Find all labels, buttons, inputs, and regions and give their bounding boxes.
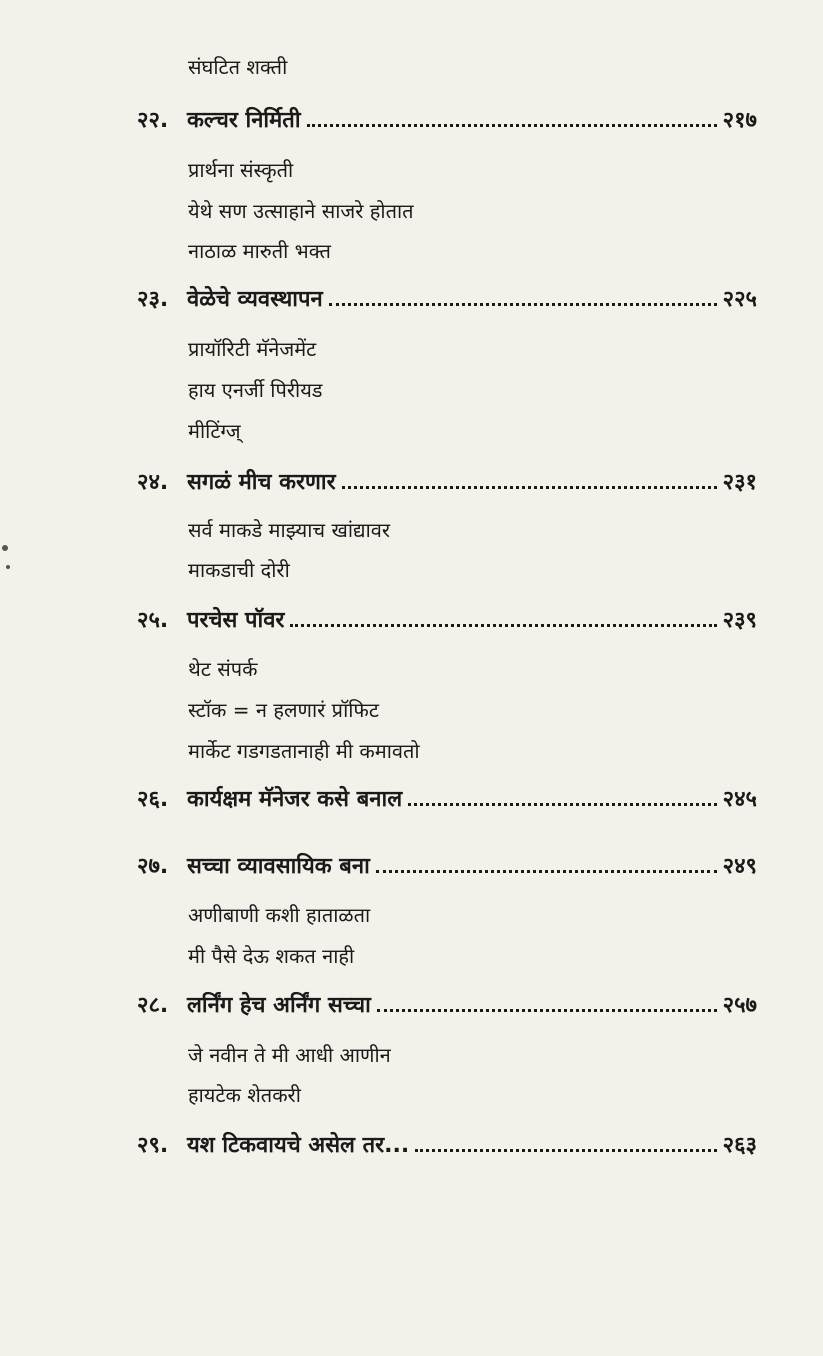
- chapter-title: वेळेचे व्यवस्थापन: [187, 287, 323, 312]
- chapter-number: २६.: [137, 787, 169, 812]
- toc-chapter-24: [137, 468, 757, 498]
- chapter-page-number: २६३: [722, 1133, 757, 1158]
- chapter-page-number: २५७: [722, 993, 757, 1018]
- toc-chapter-22: [137, 106, 757, 136]
- toc-subtopic: संघटित शक्ती: [188, 55, 288, 79]
- chapter-number: २३.: [137, 287, 169, 312]
- toc-subtopic: मीटिंग्ज्: [188, 419, 241, 443]
- dot-leader: [342, 486, 717, 489]
- chapter-page-number: २४५: [722, 787, 757, 812]
- chapter-number: २५.: [137, 608, 169, 633]
- toc-subtopic: सर्व माकडे माझ्याच खांद्यावर: [188, 518, 391, 542]
- chapter-page-number: २३१: [722, 470, 757, 495]
- dot-leader: [377, 1009, 717, 1012]
- chapter-title: परचेस पॉवर: [187, 608, 285, 633]
- chapter-page-number: २१७: [722, 108, 757, 133]
- toc-chapter-29: [137, 1131, 757, 1161]
- toc-chapter-27: [137, 852, 757, 882]
- dot-leader: [408, 803, 717, 806]
- dot-leader: [329, 303, 717, 306]
- chapter-number: २९.: [137, 1133, 169, 1158]
- toc-chapter-23: [137, 285, 757, 315]
- page-blemish: [6, 565, 10, 569]
- chapter-title: सगळं मीच करणार: [187, 470, 336, 495]
- dot-leader: [307, 124, 717, 127]
- chapter-number: २२.: [137, 108, 169, 133]
- dot-leader: [415, 1149, 716, 1152]
- toc-subtopic: स्टॉक = न हलणारं प्रॉफिट: [188, 698, 379, 722]
- toc-subtopic: प्रायॉरिटी मॅनेजमेंट: [188, 337, 317, 361]
- chapter-number: २८.: [137, 993, 169, 1018]
- toc-subtopic: थेट संपर्क: [188, 657, 258, 681]
- chapter-page-number: २२५: [722, 287, 757, 312]
- toc-subtopic: अणीबाणी कशी हाताळता: [188, 903, 371, 927]
- toc-subtopic: मार्केट गडगडतानाही मी कमावतो: [188, 739, 420, 763]
- toc-chapter-26: [137, 785, 757, 815]
- chapter-title: कल्चर निर्मिती: [187, 108, 301, 133]
- dot-leader: [376, 870, 717, 873]
- page-blemish: [2, 545, 8, 551]
- toc-chapter-25: [137, 606, 757, 636]
- dot-leader: [290, 624, 716, 627]
- chapter-title: यश टिकवायचे असेल तर...: [187, 1133, 410, 1158]
- toc-subtopic: प्रार्थना संस्कृती: [188, 158, 294, 182]
- toc-subtopic: हायटेक शेतकरी: [188, 1083, 301, 1107]
- chapter-page-number: २३९: [722, 608, 757, 633]
- toc-subtopic: जे नवीन ते मी आधी आणीन: [188, 1043, 391, 1067]
- toc-subtopic: माकडाची दोरी: [188, 558, 290, 582]
- chapter-page-number: २४९: [722, 854, 757, 879]
- toc-subtopic: येथे सण उत्साहाने साजरे होतात: [188, 199, 414, 223]
- chapter-number: २४.: [137, 470, 169, 495]
- chapter-number: २७.: [137, 854, 169, 879]
- chapter-title: लर्निंग हेच अर्निंग सच्चा: [187, 993, 371, 1018]
- toc-subtopic: मी पैसे देऊ शकत नाही: [188, 944, 355, 968]
- chapter-title: कार्यक्षम मॅनेजर कसे बनाल: [187, 787, 403, 812]
- toc-subtopic: हाय एनर्जी पिरीयड: [188, 378, 323, 402]
- chapter-title: सच्चा व्यावसायिक बना: [187, 854, 370, 879]
- toc-chapter-28: [137, 991, 757, 1021]
- toc-subtopic: नाठाळ मारुती भक्त: [188, 239, 331, 263]
